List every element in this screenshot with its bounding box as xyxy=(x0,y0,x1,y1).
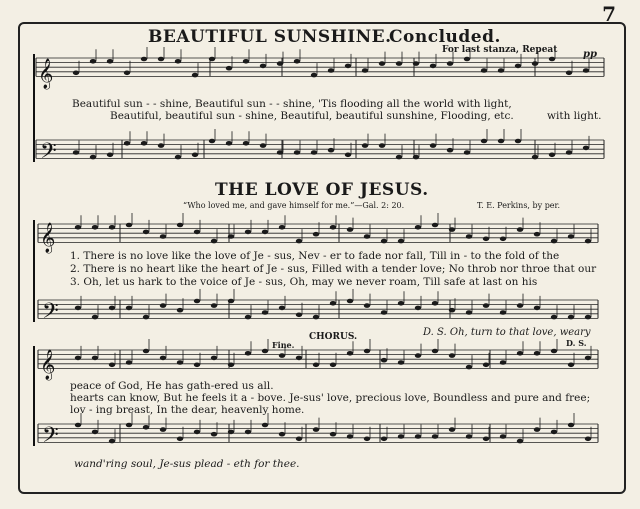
note-head xyxy=(498,139,504,144)
note-head xyxy=(413,155,419,160)
note-head xyxy=(243,59,249,64)
composer-credit: T. E. Perkins, by per. xyxy=(477,201,561,210)
note-head xyxy=(449,227,455,232)
note-head xyxy=(141,57,147,62)
note-head xyxy=(175,155,181,160)
chorus-line: hearts can know, But he feels it a - bove. Je-sus' love, precious love, Boundless and pure and free; xyxy=(70,392,591,404)
note-head xyxy=(260,64,266,69)
note-head xyxy=(211,303,217,308)
note-head xyxy=(226,66,232,71)
note-head xyxy=(466,234,472,239)
note-head xyxy=(398,360,404,365)
note-head xyxy=(158,57,164,62)
note-head xyxy=(194,230,200,235)
note-head xyxy=(109,439,115,444)
note-head xyxy=(228,299,234,304)
note-head xyxy=(432,349,438,354)
note-head xyxy=(515,139,521,144)
ds-mark: D. S. xyxy=(566,338,587,348)
note-head xyxy=(447,148,453,153)
note-head xyxy=(209,57,215,62)
note-head xyxy=(585,437,591,442)
note-head xyxy=(566,150,572,155)
note-head xyxy=(362,143,368,148)
note-head xyxy=(466,365,472,370)
note-head xyxy=(90,155,96,160)
note-head xyxy=(75,423,81,428)
note-head xyxy=(466,434,472,439)
note-head xyxy=(92,430,98,435)
note-head xyxy=(415,225,421,230)
note-head xyxy=(362,68,368,73)
note-head xyxy=(330,225,336,230)
note-head xyxy=(398,301,404,306)
note-head xyxy=(279,306,285,311)
note-head xyxy=(449,427,455,432)
note-head xyxy=(296,356,302,361)
chorus-bottom-line: wand'ring soul, Je-sus plead - eth for thee. xyxy=(74,458,300,470)
note-head xyxy=(585,356,591,361)
note-head xyxy=(211,356,217,361)
note-head xyxy=(107,153,113,158)
note-head xyxy=(243,141,249,146)
note-head xyxy=(398,434,404,439)
note-head xyxy=(143,349,149,354)
note-head xyxy=(194,363,200,368)
note-head xyxy=(126,223,132,228)
note-head xyxy=(279,225,285,230)
note-head xyxy=(517,439,523,444)
note-head xyxy=(245,230,251,235)
note-head xyxy=(313,427,319,432)
clef: 𝄢 xyxy=(42,299,59,329)
note-head xyxy=(160,356,166,361)
note-head xyxy=(347,351,353,356)
note-head xyxy=(330,432,336,437)
note-head xyxy=(549,57,555,62)
note-head xyxy=(160,234,166,239)
note-head xyxy=(466,310,472,315)
chorus-line: lov - ing breast, In the dear, heavenly home. xyxy=(70,404,305,416)
note-head xyxy=(73,150,79,155)
note-head xyxy=(262,423,268,428)
note-head xyxy=(464,150,470,155)
note-head xyxy=(381,310,387,315)
note-head xyxy=(549,153,555,158)
note-head xyxy=(551,349,557,354)
note-head xyxy=(413,61,419,66)
note-head xyxy=(277,150,283,155)
note-head xyxy=(160,303,166,308)
note-head xyxy=(228,234,234,239)
note-head xyxy=(534,232,540,237)
note-head xyxy=(294,150,300,155)
note-head xyxy=(296,437,302,442)
note-head xyxy=(381,358,387,363)
clef: 𝄞 xyxy=(40,223,56,253)
note-head xyxy=(311,150,317,155)
note-head xyxy=(568,315,574,320)
note-head xyxy=(517,227,523,232)
note-head xyxy=(262,230,268,235)
note-head xyxy=(396,61,402,66)
note-head xyxy=(415,353,421,358)
note-head xyxy=(158,143,164,148)
epigraph: “Who loved me, and gave himself for me.”—Gal. 2: 20. xyxy=(183,201,405,210)
verse-1: 1. There is no love like the love of Je - sus, Nev - er to fade nor fall, Till in - to the fold of the xyxy=(70,250,560,262)
note-head xyxy=(175,59,181,64)
lyric-line: with light. xyxy=(547,110,602,122)
note-head xyxy=(551,239,557,244)
note-head xyxy=(483,237,489,242)
note-head xyxy=(92,356,98,361)
note-head xyxy=(126,423,132,428)
note-head xyxy=(415,306,421,311)
note-head xyxy=(517,351,523,356)
song-subtitle: Concluded. xyxy=(389,27,501,47)
note-head xyxy=(379,143,385,148)
note-head xyxy=(226,141,232,146)
note-head xyxy=(177,360,183,365)
note-head xyxy=(534,306,540,311)
note-head xyxy=(585,239,591,244)
note-head xyxy=(347,227,353,232)
note-head xyxy=(313,232,319,237)
clef: 𝄢 xyxy=(40,139,57,169)
note-head xyxy=(500,434,506,439)
note-head xyxy=(75,306,81,311)
note-head xyxy=(143,315,149,320)
note-head xyxy=(483,363,489,368)
note-head xyxy=(194,430,200,435)
note-head xyxy=(328,68,334,73)
note-head xyxy=(330,363,336,368)
note-head xyxy=(517,303,523,308)
note-head xyxy=(551,315,557,320)
note-head xyxy=(311,73,317,78)
note-head xyxy=(262,310,268,315)
verse-3: 3. Oh, let us hark to the voice of Je - sus, Oh, may we never roam, Till safe at last on his xyxy=(70,276,538,288)
note-head xyxy=(381,437,387,442)
clef: 𝄢 xyxy=(42,423,59,453)
dynamic-mark: pp xyxy=(583,49,597,60)
note-head xyxy=(177,437,183,442)
note-head xyxy=(141,141,147,146)
note-head xyxy=(124,71,130,76)
note-head xyxy=(328,148,334,153)
note-head xyxy=(177,308,183,313)
note-head xyxy=(192,73,198,78)
note-head xyxy=(260,143,266,148)
song-title: BEAUTIFUL SUNSHINE. xyxy=(148,27,392,47)
clef: 𝄞 xyxy=(40,350,56,380)
note-head xyxy=(379,61,385,66)
fine-mark: Fine. xyxy=(272,340,295,350)
lyric-line: Beautiful, beautiful sun - shine, Beautiful, beautiful sunshine, Flooding, etc. xyxy=(110,110,514,122)
note-head xyxy=(313,315,319,320)
note-head xyxy=(432,434,438,439)
note-head xyxy=(532,155,538,160)
lyric-line: Beautiful sun - - shine, Beautiful sun - - shine, 'Tis flooding all the world with light, xyxy=(72,98,512,110)
note-head xyxy=(464,57,470,62)
note-head xyxy=(583,68,589,73)
note-head xyxy=(515,64,521,69)
note-head xyxy=(449,353,455,358)
note-head xyxy=(192,153,198,158)
note-head xyxy=(90,59,96,64)
clef: 𝄞 xyxy=(38,59,54,89)
note-head xyxy=(143,425,149,430)
note-head xyxy=(75,225,81,230)
note-head xyxy=(345,153,351,158)
note-head xyxy=(262,349,268,354)
note-head xyxy=(245,430,251,435)
note-head xyxy=(534,351,540,356)
note-head xyxy=(432,301,438,306)
page-number: 7 xyxy=(602,2,616,26)
note-head xyxy=(500,237,506,242)
note-head xyxy=(364,234,370,239)
note-head xyxy=(126,360,132,365)
note-head xyxy=(415,434,421,439)
note-head xyxy=(279,353,285,358)
note-head xyxy=(194,299,200,304)
note-head xyxy=(583,146,589,151)
note-head xyxy=(585,315,591,320)
note-head xyxy=(296,313,302,318)
note-head xyxy=(109,225,115,230)
note-head xyxy=(345,64,351,69)
note-head xyxy=(568,423,574,428)
note-head xyxy=(277,61,283,66)
note-head xyxy=(551,430,557,435)
note-head xyxy=(228,430,234,435)
note-head xyxy=(534,427,540,432)
note-head xyxy=(124,141,130,146)
note-head xyxy=(364,349,370,354)
note-head xyxy=(481,68,487,73)
chorus-label: CHORUS. xyxy=(309,332,358,342)
note-head xyxy=(364,303,370,308)
note-head xyxy=(500,360,506,365)
note-head xyxy=(279,432,285,437)
note-head xyxy=(109,306,115,311)
note-head xyxy=(92,225,98,230)
note-head xyxy=(245,351,251,356)
note-head xyxy=(432,223,438,228)
note-head xyxy=(483,303,489,308)
note-head xyxy=(396,155,402,160)
note-head xyxy=(566,71,572,76)
ds-text: D. S. Oh, turn to that love, weary xyxy=(423,327,591,338)
note-head xyxy=(228,363,234,368)
note-head xyxy=(532,61,538,66)
note-head xyxy=(73,71,79,76)
note-head xyxy=(294,59,300,64)
note-head xyxy=(109,363,115,368)
note-head xyxy=(75,356,81,361)
note-head xyxy=(126,306,132,311)
hymn-title: THE LOVE OF JESUS. xyxy=(215,180,429,200)
note-head xyxy=(449,308,455,313)
note-head xyxy=(447,61,453,66)
note-head xyxy=(430,64,436,69)
note-head xyxy=(364,437,370,442)
note-head xyxy=(211,239,217,244)
note-head xyxy=(107,59,113,64)
note-head xyxy=(245,315,251,320)
note-head xyxy=(143,230,149,235)
repeat-note: For last stanza, Repeat xyxy=(442,45,558,55)
note-head xyxy=(296,239,302,244)
note-head xyxy=(498,68,504,73)
note-head xyxy=(92,315,98,320)
note-head xyxy=(500,310,506,315)
note-head xyxy=(209,139,215,144)
note-head xyxy=(211,432,217,437)
note-head xyxy=(568,363,574,368)
note-head xyxy=(330,301,336,306)
note-head xyxy=(160,427,166,432)
note-head xyxy=(430,143,436,148)
note-head xyxy=(381,239,387,244)
note-head xyxy=(313,363,319,368)
note-head xyxy=(177,223,183,228)
note-head xyxy=(347,434,353,439)
note-head xyxy=(398,239,404,244)
note-head xyxy=(481,139,487,144)
note-head xyxy=(568,234,574,239)
chorus-line: peace of God, He has gath-ered us all. xyxy=(70,380,274,392)
note-head xyxy=(483,437,489,442)
note-head xyxy=(347,299,353,304)
verse-2: 2. There is no heart like the heart of Je - sus, Filled with a tender love; No throb nor throe that our xyxy=(70,263,597,275)
